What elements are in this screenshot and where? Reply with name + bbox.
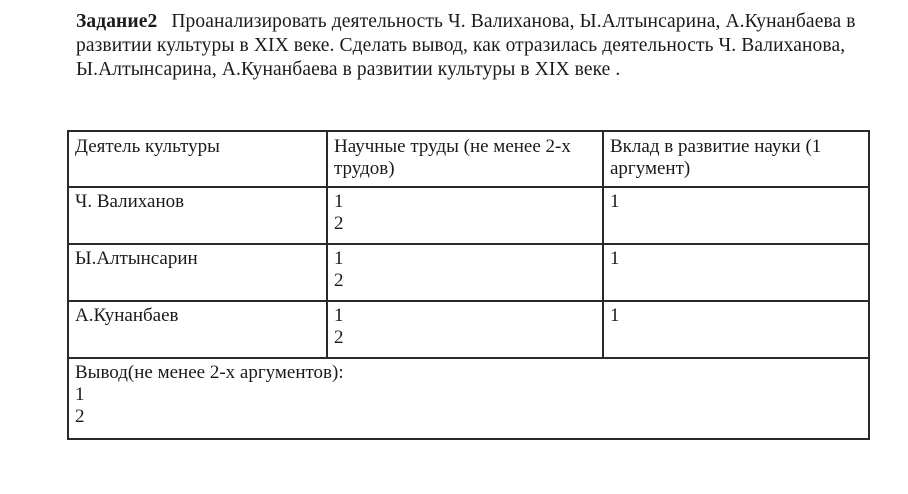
- conclusion-cell: [68, 358, 869, 439]
- works-cell: [327, 187, 603, 244]
- table-row: [68, 244, 869, 301]
- conclusion-label: Вывод(не менее 2-х аргументов):: [75, 362, 344, 383]
- figure-name: Ы.Алтынсарин: [68, 244, 327, 301]
- works-cell: [327, 301, 603, 358]
- contribution-cell: 1: [603, 301, 869, 358]
- header-contribution: Вклад в развитие науки (1 аргумент): [603, 131, 869, 187]
- works-item: 2: [334, 270, 344, 291]
- contribution-cell: 1: [603, 244, 869, 301]
- works-item: 1: [334, 191, 344, 212]
- analysis-table: [67, 130, 870, 440]
- works-item: 2: [334, 213, 344, 234]
- works-item: 1: [334, 248, 344, 269]
- works-cell: [327, 244, 603, 301]
- conclusion-item: 2: [75, 406, 85, 427]
- task-label: Задание2: [76, 11, 158, 32]
- task-paragraph: [76, 10, 876, 82]
- figure-name: А.Кунанбаев: [68, 301, 327, 358]
- task-text: Проанализировать деятельность Ч. Валиханова, Ы.Алтынсарина, А.Кунанбаева в развитии культуры в XIX веке. Сделать вывод, как отразилась деятельность Ч. Валиханова, Ы.Алтынсарина, А.Кунанбаева в развитии культуры в XIX веке .: [76, 11, 856, 80]
- table-row: [68, 301, 869, 358]
- works-item: 1: [334, 305, 344, 326]
- conclusion-item: 1: [75, 384, 85, 405]
- contribution-cell: 1: [603, 187, 869, 244]
- conclusion-row: [68, 358, 869, 439]
- table-header-row: [68, 131, 869, 187]
- header-works: Научные труды (не менее 2-х трудов): [327, 131, 603, 187]
- works-item: 2: [334, 327, 344, 348]
- header-figure: Деятель культуры: [68, 131, 327, 187]
- figure-name: Ч. Валиханов: [68, 187, 327, 244]
- table-row: [68, 187, 869, 244]
